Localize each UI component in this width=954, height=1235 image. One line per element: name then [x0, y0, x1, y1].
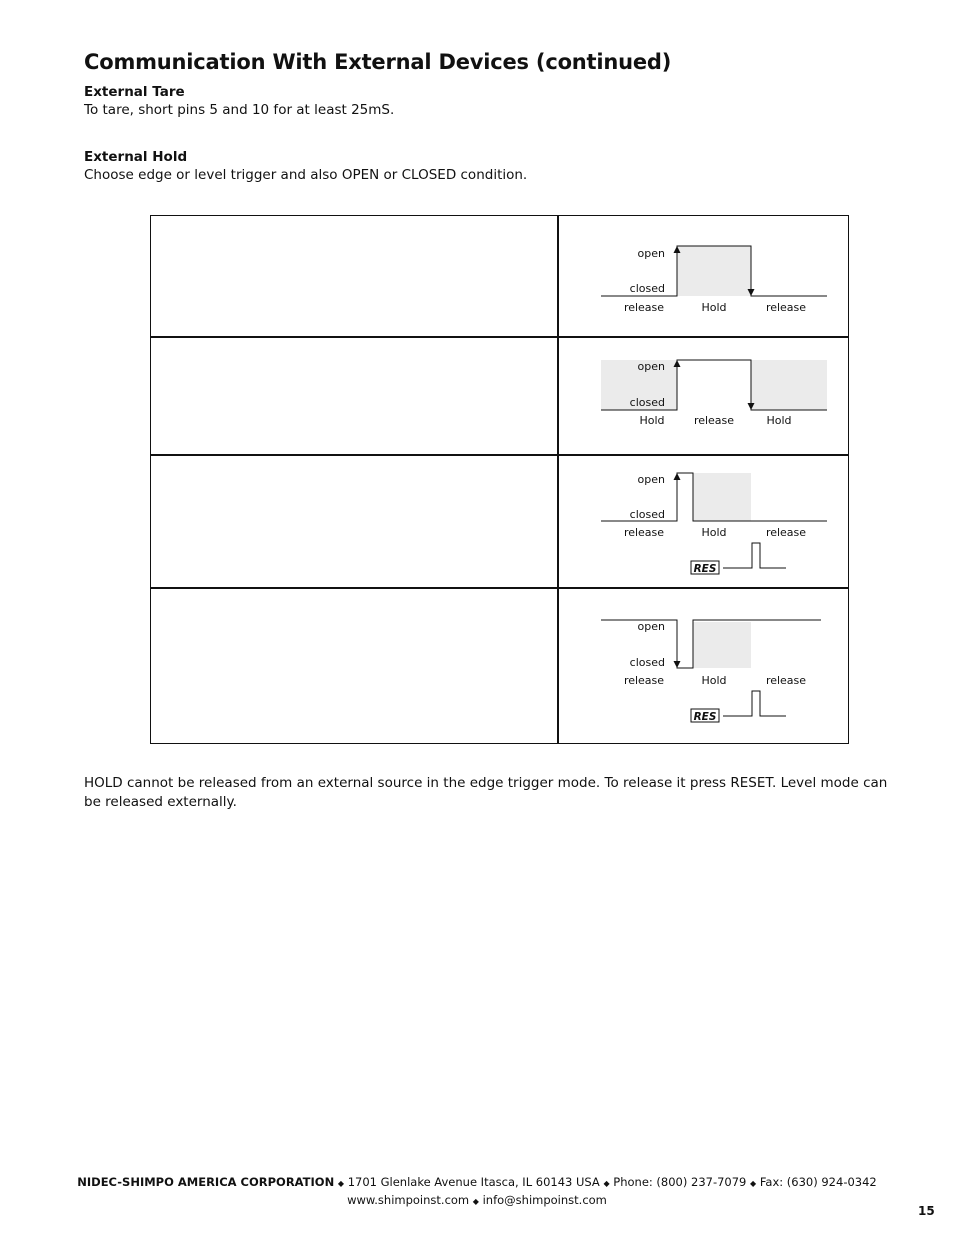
external-hold-heading: External Hold — [84, 149, 188, 165]
footer-company: NIDEC-SHIMPO AMERICA CORPORATION — [77, 1175, 335, 1189]
state-label: release — [765, 301, 807, 314]
footer-email-link[interactable]: info@shimpoinst.com — [482, 1193, 607, 1207]
state-label: Hold — [701, 674, 727, 687]
open-label: open — [637, 247, 665, 260]
open-label: open — [637, 360, 665, 373]
state-label: Hold — [766, 414, 792, 427]
reset-pulse — [723, 691, 786, 716]
timing-diagram-row-4 — [559, 588, 849, 743]
page-number: 15 — [918, 1204, 935, 1218]
timing-diagram-row-2 — [559, 337, 849, 454]
separator-icon: ◆ — [337, 1179, 345, 1188]
open-label: open — [637, 473, 665, 486]
page-footer — [0, 1174, 954, 1210]
reset-label: RES — [693, 563, 717, 575]
reset-key-icon — [691, 709, 719, 723]
footer-address: 1701 Glenlake Avenue Itasca, IL 60143 USA — [347, 1175, 600, 1189]
state-label: Hold — [701, 526, 727, 539]
external-tare-text: To tare, short pins 5 and 10 for at least 25mS. — [84, 102, 395, 118]
state-label: release — [693, 414, 735, 427]
open-label: open — [637, 620, 665, 633]
state-label: release — [623, 526, 665, 539]
external-tare-heading: External Tare — [84, 84, 185, 100]
state-label: release — [765, 526, 807, 539]
external-hold-text: Choose edge or level trigger and also OPEN or CLOSED condition. — [84, 167, 528, 183]
separator-icon: ◆ — [603, 1179, 610, 1188]
separator-icon: ◆ — [472, 1197, 479, 1206]
state-label: release — [623, 674, 665, 687]
state-label: Hold — [701, 301, 727, 314]
closed-label: closed — [629, 396, 665, 409]
state-label: release — [765, 674, 807, 687]
state-label: Hold — [639, 414, 665, 427]
footer-fax: Fax: (630) 924-0342 — [759, 1175, 877, 1189]
reset-key-icon — [691, 561, 719, 575]
closed-label: closed — [629, 282, 665, 295]
closed-label: closed — [629, 508, 665, 521]
footer-website-link[interactable]: www.shimpoinst.com — [347, 1193, 470, 1207]
timing-diagram-row-3 — [559, 455, 849, 587]
reset-pulse — [723, 543, 786, 568]
timing-diagram-row-1 — [559, 216, 849, 336]
page-title: Communication With External Devices (continued) — [84, 50, 672, 74]
timing-table — [150, 215, 849, 744]
hold-release-note: HOLD cannot be released from an external source in the edge trigger mode. To release it press RESET. Level mode can be released externally. — [84, 775, 888, 810]
footer-phone: Phone: (800) 237-7079 — [613, 1175, 747, 1189]
state-label: release — [623, 301, 665, 314]
reset-label: RES — [693, 711, 717, 723]
separator-icon: ◆ — [750, 1179, 757, 1188]
closed-label: closed — [629, 656, 665, 669]
